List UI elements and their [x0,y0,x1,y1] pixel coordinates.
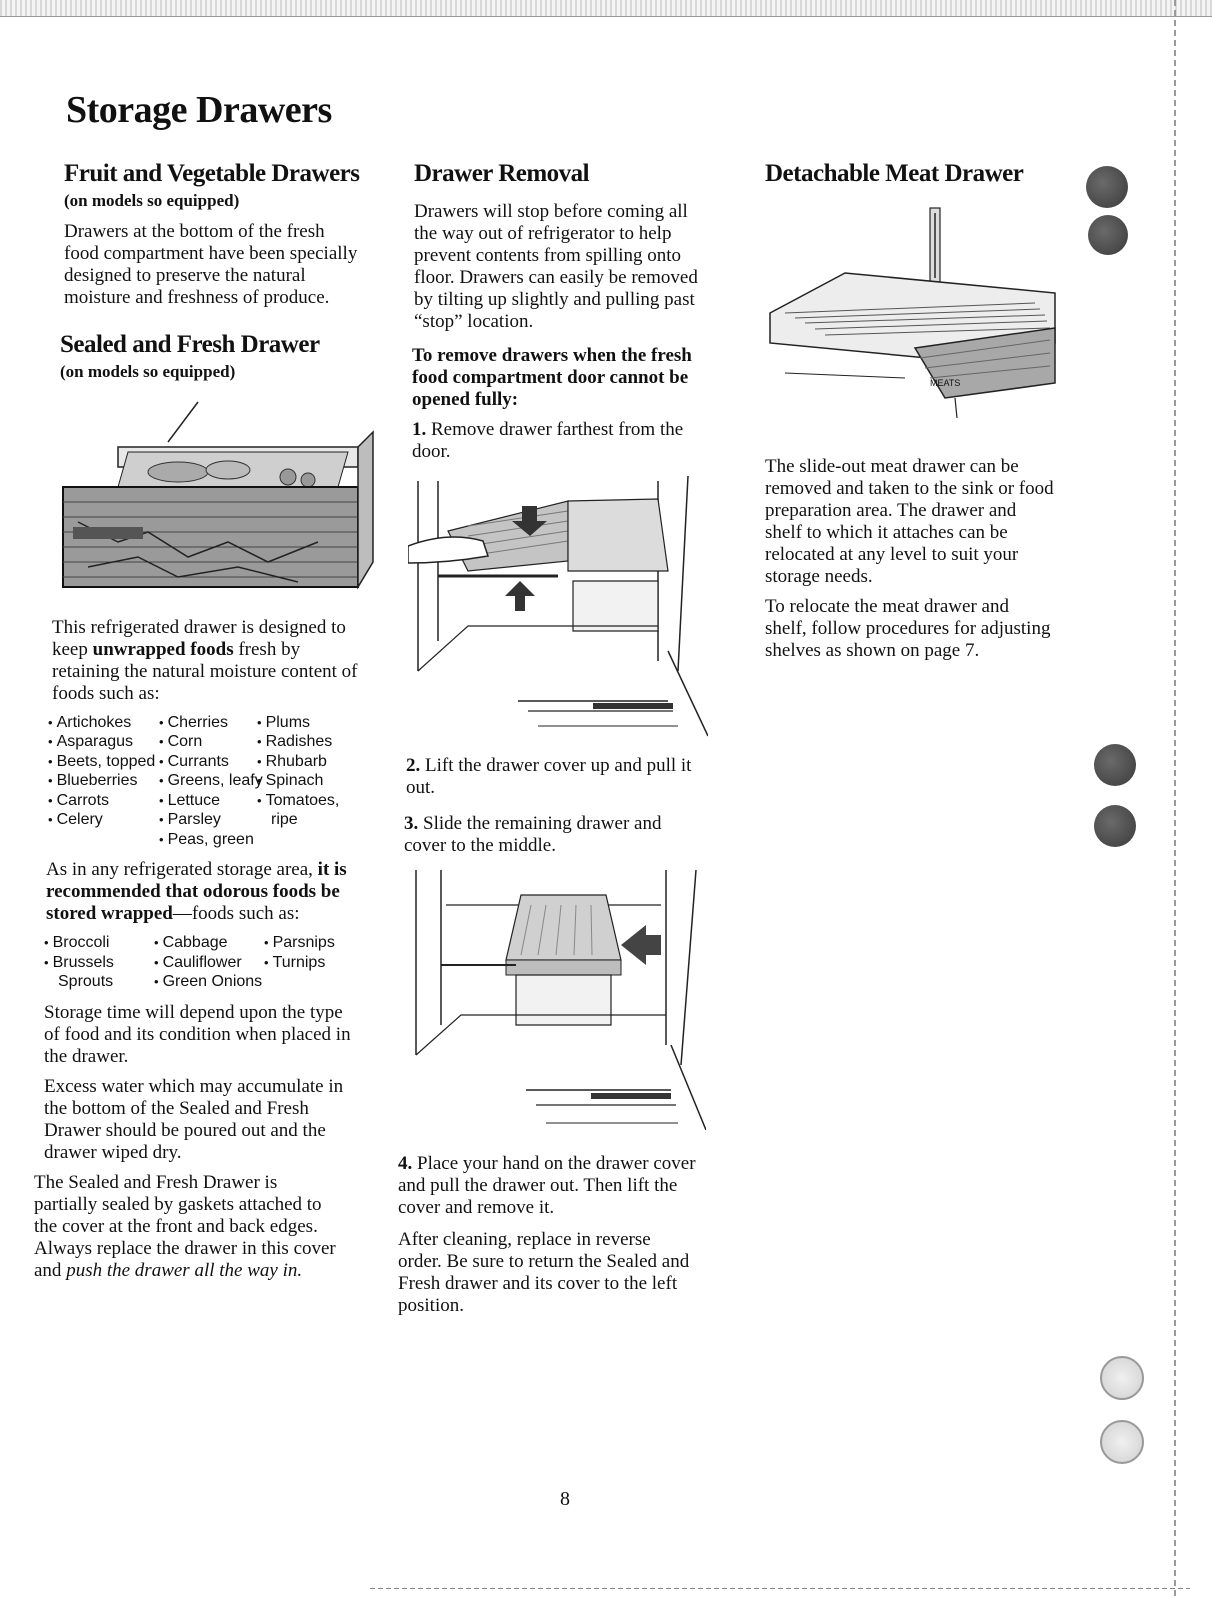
step-text: Slide the remaining drawer and cover to the middle. [404,812,662,856]
list-item: • Green Onions [154,972,264,992]
list-item: • Greens, leafy [159,771,257,791]
sealed-fresh-intro-text-end: fresh by retaining the natural moisture content of foods such as: [52,638,358,704]
step-number: 3. [404,812,419,834]
page-title: Storage Drawers [66,89,332,131]
sealed-fresh-heading: Sealed and Fresh Drawer [60,330,320,358]
step-3 [404,813,704,857]
meat-drawer-illustration [765,203,1065,428]
wrapped-foods-intro [46,859,356,925]
list-item: • Lettuce [159,791,257,811]
excess-water-text: Excess water which may accumulate in the bottom of the Sealed and Fresh Drawer should be poured out and the drawer wiped dry. [44,1075,344,1163]
after-cleaning-text: After cleaning, replace in reverse order. Be sure to return the Sealed and Fresh drawer and its cover to the left position. [398,1228,690,1316]
fruit-veg-subheading: (on models so equipped) [64,190,240,210]
step-number: 4. [398,1152,413,1174]
slide-drawer-illustration [406,865,706,1135]
wrapped-foods-list [44,933,374,992]
gaskets-emphasis: push the drawer all the way in. [66,1259,303,1281]
wrapped-intro-text-end: —foods such as: [172,903,300,924]
list-item: • Artichokes [48,713,159,733]
list-item: • Plums [257,713,347,733]
list-item: • Radishes [257,732,347,752]
remove-drawer-illustration [408,471,708,741]
binder-hole-2 [1088,215,1128,255]
step-number: 1. [412,418,427,440]
wrapped-intro-text: As in any refrigerated storage area, [46,859,318,880]
sealed-fresh-intro-text: This refrigerated drawer is designed to keep [52,616,346,660]
binder-hole-1 [1086,166,1128,208]
page-number: 8 [560,1488,570,1510]
list-item-empty [264,972,354,992]
list-item: • Tomatoes, [257,791,347,811]
step-text: Lift the drawer cover up and pull it out. [406,754,692,798]
gaskets-text [34,1172,344,1282]
unwrapped-foods-emphasis: unwrapped foods [92,638,234,660]
list-item: • Celery [48,810,159,830]
drawer-removal-heading: Drawer Removal [414,160,590,187]
fruit-veg-body: Drawers at the bottom of the fresh food compartment have been specially designed to preserve the natural moisture and freshness of produce. [64,220,358,308]
step-text: Remove drawer farthest from the door. [412,418,684,462]
scan-right-edge [1174,0,1176,1599]
list-item: • Broccoli [44,933,154,953]
list-item: • Cauliflower [154,953,264,973]
sealed-fresh-subheading: (on models so equipped) [60,361,236,381]
list-item: • Spinach [257,771,347,791]
meats-label: MEATS [930,377,961,388]
sealed-drawer-illustration [58,392,378,607]
list-item: • Rhubarb [257,752,347,772]
meat-drawer-body-2: To relocate the meat drawer and shelf, follow procedures for adjusting shelves as shown on page 7. [765,595,1051,661]
list-item-empty [48,830,159,850]
fruit-veg-heading: Fruit and Vegetable Drawers [64,160,360,187]
binder-hole-5 [1100,1356,1144,1400]
list-item: • Cabbage [154,933,264,953]
drawer-removal-body: Drawers will stop before coming all the way out of refrigerator to help prevent contents from spilling onto floor. Drawers can easily be removed by tilting up slightly and pulling past “stop” location. [414,200,698,332]
step-1 [412,419,702,463]
list-item: • Asparagus [48,732,159,752]
step-number: 2. [406,754,421,776]
list-item: • Cherries [159,713,257,733]
meat-drawer-body-1: The slide-out meat drawer can be removed and taken to the sink or food preparation area. The drawer and shelf to which it attaches can be relocated at any level to suit your storage needs. [765,455,1054,587]
list-item-continuation: ripe [271,811,298,828]
binder-hole-6 [1100,1420,1144,1464]
wrapped-foods-emphasis: it is recommended that odorous foods be stored wrapped [46,859,347,924]
step-text: Place your hand on the drawer cover and pull the drawer out. Then lift the cover and remove it. [398,1152,696,1218]
list-item: • Beets, topped [48,752,159,772]
list-item: • Corn [159,732,257,752]
scan-bottom-rule [370,1588,1190,1589]
gaskets-text-body: The Sealed and Fresh Drawer is partially sealed by gaskets attached to the cover at the front and back edges. Always replace the drawer in this cover and [34,1171,336,1281]
list-item: • Blueberries [48,771,159,791]
step-2 [406,755,706,799]
meat-drawer-heading: Detachable Meat Drawer [765,160,1024,187]
list-item: • Carrots [48,791,159,811]
sealed-fresh-intro [52,617,362,705]
storage-time-text: Storage time will depend upon the type of food and its condition when placed in the drawer. [44,1001,351,1067]
list-item: • Currants [159,752,257,772]
list-item: • Parsnips [264,933,354,953]
removal-bold-instruction: To remove drawers when the fresh food compartment door cannot be opened fully: [412,344,692,410]
unwrapped-foods-list [48,713,374,850]
list-item: • Parsley [159,810,257,830]
binder-hole-4 [1094,805,1136,847]
list-item-continuation: Sprouts [58,973,114,990]
binder-hole-3 [1094,744,1136,786]
list-item: • Turnips [264,953,354,973]
list-item: • Peas, green [159,830,257,850]
scan-top-band [0,0,1212,17]
column-middle [400,160,730,1325]
list-item-empty [257,830,347,850]
list-item: • Brussels [44,953,154,973]
column-right [765,160,1065,670]
column-left [34,160,374,1290]
step-4 [398,1153,708,1219]
